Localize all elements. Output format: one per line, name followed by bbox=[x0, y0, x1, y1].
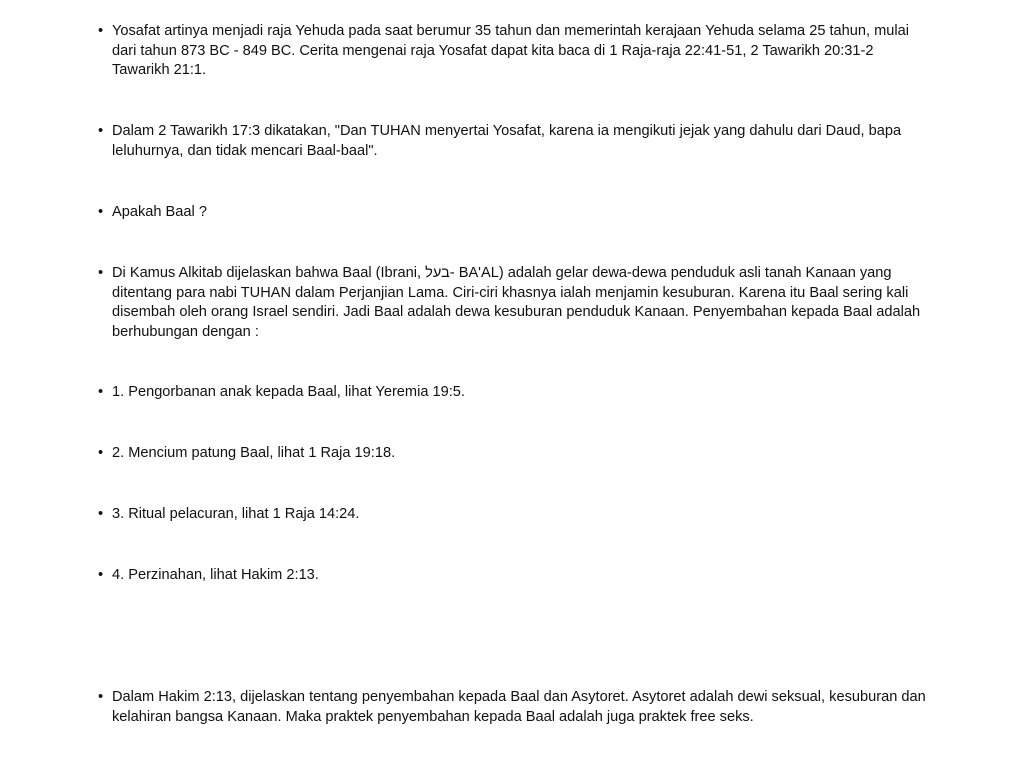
bullet-item-2 bbox=[98, 444, 928, 464]
bullet-icon: • bbox=[98, 23, 104, 39]
bullet-icon: • bbox=[98, 445, 104, 461]
bullet-text: Yosafat artinya menjadi raja Yehuda pada saat berumur 35 tahun dan memerintah kerajaan Yehuda selama 25 tahun, mulai dari tahun 873 BC - 849 BC. Cerita mengenai raja Yosafat dapat kita baca di 1 Raja-raja 22:41-51, 2 Tawarikh 20:31-2 Tawarikh 21:1. bbox=[112, 23, 909, 78]
hebrew-word: בעל bbox=[425, 265, 450, 281]
bullet-item-hakim bbox=[98, 688, 928, 727]
bullet-item-tawarikh bbox=[98, 122, 928, 161]
bullet-text bbox=[112, 264, 928, 342]
bullet-icon: • bbox=[98, 506, 104, 522]
bullet-text: 1. Pengorbanan anak kepada Baal, lihat Yeremia 19:5. bbox=[112, 384, 465, 400]
bullet-item-apakah-baal bbox=[98, 203, 928, 223]
bullet-item-1 bbox=[98, 383, 928, 403]
bullet-icon: • bbox=[98, 567, 104, 583]
bullet-text: Dalam Hakim 2:13, dijelaskan tentang penyembahan kepada Baal dan Asytoret. Asytoret adalah dewi seksual, kesuburan dan kelahiran bangsa Kanaan. Maka praktek penyembahan kepada Baal adalah juga praktek free seks. bbox=[112, 689, 926, 725]
bullet-text: Apakah Baal ? bbox=[112, 204, 207, 220]
bullet-text: 3. Ritual pelacuran, lihat 1 Raja 14:24. bbox=[112, 506, 360, 522]
bullet-item-3 bbox=[98, 505, 928, 525]
text-after-hebrew: - BA'AL) adalah gelar dewa-dewa penduduk asli tanah Kanaan yang ditentang para nabi TUHAN dalam Perjanjian Lama. Ciri-ciri khasnya ialah menjamin kesuburan. Karena itu Baal sering kali disembah oleh orang Israel sendiri. Jadi Baal adalah dewa kesuburan penduduk Kanaan. Penyembahan kepada Baal adalah berhubungan dengan : bbox=[112, 265, 921, 340]
bullet-item-yosafat bbox=[98, 22, 928, 81]
bullet-icon: • bbox=[98, 204, 104, 220]
bullet-item-4 bbox=[98, 566, 928, 586]
text-before-hebrew: Di Kamus Alkitab dijelaskan bahwa Baal (Ibrani, bbox=[112, 265, 426, 281]
bullet-icon: • bbox=[98, 384, 104, 400]
bullet-icon: • bbox=[98, 123, 104, 139]
bullet-text: Dalam 2 Tawarikh 17:3 dikatakan, "Dan TUHAN menyertai Yosafat, karena ia mengikuti jejak yang dahulu dari Daud, bapa leluhurnya, dan tidak mencari Baal-baal". bbox=[112, 123, 902, 159]
bullet-text: 2. Mencium patung Baal, lihat 1 Raja 19:18. bbox=[112, 445, 396, 461]
bullet-item-kamus-alkitab bbox=[98, 264, 928, 342]
bullet-icon: • bbox=[98, 689, 104, 705]
bullet-icon: • bbox=[98, 265, 104, 281]
bullet-text: 4. Perzinahan, lihat Hakim 2:13. bbox=[112, 567, 319, 583]
